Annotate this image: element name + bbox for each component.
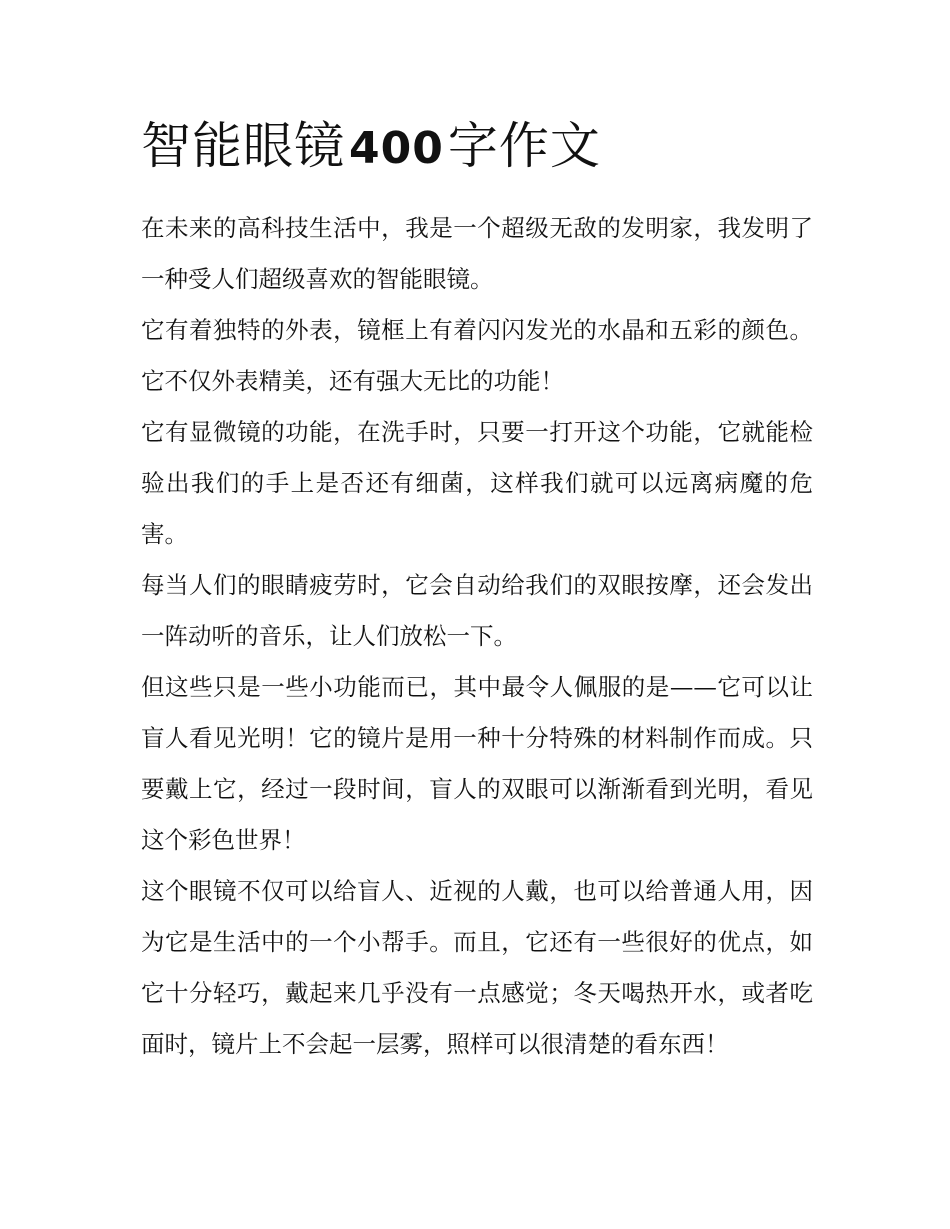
title-prefix: 智能眼镜 [141,117,345,175]
paragraph-2: 它有着独特的外表，镜框上有着闪闪发光的水晶和五彩的颜色。它不仅外表精美，还有强大无比的功能！ [141,316,813,395]
paragraph-5: 但这些只是一些小功能而已，其中最令人佩服的是——它可以让盲人看见光明！它的镜片是用一种十分特殊的材料制作而成。只要戴上它，经过一段时间，盲人的双眼可以渐渐看到光明，看见这个彩色世界！ [141,673,813,854]
title-suffix: 字作文 [447,117,601,175]
document-page [141,112,813,1070]
paragraph-4: 每当人们的眼睛疲劳时，它会自动给我们的双眼按摩，还会发出一阵动听的音乐，让人们放松一下。 [141,571,813,650]
paragraph-6: 这个眼镜不仅可以给盲人、近视的人戴，也可以给普通人用，因为它是生活中的一个小帮手。而且，它还有一些很好的优点，如它十分轻巧，戴起来几乎没有一点感觉；冬天喝热开水，或者吃面时，镜片上不会起一层雾，照样可以很清楚的看东西！ [141,877,813,1058]
document-title [141,112,813,183]
paragraph-1: 在未来的高科技生活中，我是一个超级无敌的发明家，我发明了一种受人们超级喜欢的智能眼镜。 [141,214,813,293]
article-body [141,203,813,1070]
title-number: 400 [349,123,444,174]
paragraph-3: 它有显微镜的功能，在洗手时，只要一打开这个功能，它就能检验出我们的手上是否还有细菌，这样我们就可以远离病魔的危害。 [141,418,813,548]
